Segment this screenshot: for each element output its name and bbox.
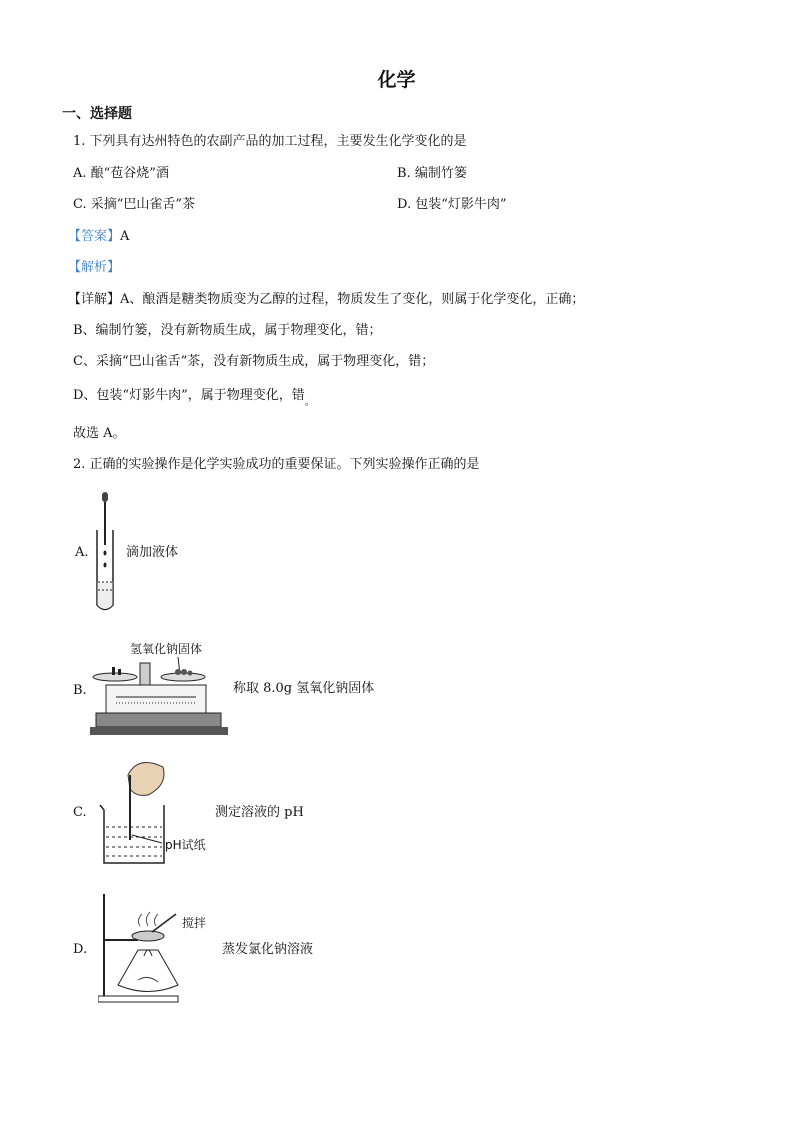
q1-option-c: C. 采摘“巴山雀舌”茶: [73, 197, 196, 212]
section-heading: 一、选择题: [62, 106, 132, 122]
q2-option-b-letter: B.: [73, 683, 87, 698]
q1-stem: 1. 下列具有达州特色的农副产品的加工过程，主要发生化学变化的是: [73, 134, 467, 149]
balance-figure: [88, 655, 233, 737]
detail-text: A、酿酒是糖类物质变为乙醇的过程，物质发生了变化，则属于化学变化，正确；: [120, 292, 585, 307]
answer-tag: 【答案】: [68, 229, 121, 244]
q2-option-d-text: 蒸发氯化钠溶液: [222, 942, 314, 957]
detail-tag: 【详解】: [68, 292, 121, 307]
answer-line: [68, 229, 129, 245]
q1-option-b: B. 编制竹篓: [397, 166, 467, 181]
dropper-test-tube-figure: [92, 490, 120, 615]
q2-option-a-letter: A.: [75, 545, 89, 560]
evaporation-figure: [98, 890, 183, 1005]
ph-test-figure: [98, 755, 168, 867]
detail-period: 。: [304, 397, 315, 408]
q2-option-c-letter: C.: [73, 805, 87, 820]
figure-label-stir: 搅拌: [182, 916, 207, 930]
analysis-tag: 【解析】: [68, 260, 121, 275]
figure-label-naoh: 氢氧化钠固体: [130, 642, 203, 656]
answer-value: A: [120, 229, 130, 244]
q2-option-d-letter: D.: [73, 942, 88, 957]
figure-label-ph-paper: pH试纸: [165, 838, 206, 852]
detail-line-d: [73, 388, 315, 408]
conclusion: 故选 A。: [73, 426, 126, 441]
detail-line-c: C、采摘“巴山雀舌”茶，没有新物质生成，属于物理变化，错；: [73, 354, 435, 369]
q2-option-b-text: 称取 8.0g 氢氧化钠固体: [233, 681, 375, 696]
detail-line-a: [68, 292, 584, 308]
q2-option-c-text: 测定溶液的 pH: [215, 805, 304, 820]
q1-option-d: D. 包装“灯影牛肉”: [397, 197, 507, 212]
q2-option-a-text: 滴加液体: [126, 545, 179, 560]
q2-stem: 2. 正确的实验操作是化学实验成功的重要保证。下列实验操作正确的是: [73, 457, 480, 472]
q1-option-a: A. 酿“苞谷烧”酒: [73, 166, 169, 181]
page-title: 化学: [377, 69, 416, 91]
detail-text: D、包装“灯影牛肉”，属于物理变化，错: [73, 388, 305, 403]
detail-line-b: B、编制竹篓，没有新物质生成，属于物理变化，错；: [73, 323, 382, 338]
